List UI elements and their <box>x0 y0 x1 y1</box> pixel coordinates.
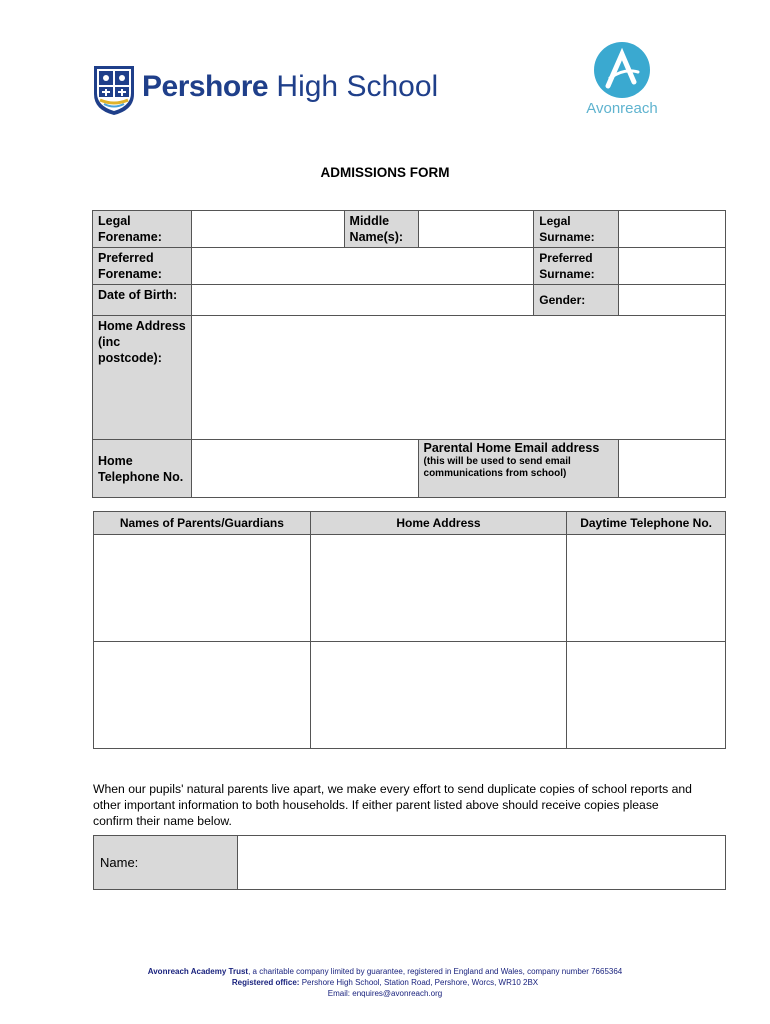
middle-names-field[interactable] <box>418 211 534 248</box>
school-name-bold: Pershore <box>142 70 269 103</box>
parental-email-note: (this will be used to send email communications from school) <box>423 456 571 479</box>
separated-parents-paragraph: When our pupils' natural parents live apart, we make every effort to send duplicate copies of school reports and other important information to both households. If either parent listed above should receive copies please confirm their name below. <box>93 782 692 828</box>
name-label: Name: <box>94 836 238 890</box>
home-telephone-label: Home Telephone No. <box>93 440 192 498</box>
footer-line-2 <box>0 977 770 988</box>
footer-email: Email: enquires@avonreach.org <box>327 989 443 998</box>
parent-1-address-field[interactable] <box>310 535 567 642</box>
preferred-surname-label: Preferred Surname: <box>534 248 619 285</box>
home-address-label: Home Address (inc postcode): <box>93 316 192 440</box>
parent-2-telephone-field[interactable] <box>567 642 726 749</box>
footer-trust-name: Avonreach Academy Trust <box>147 967 249 976</box>
middle-names-label: Middle Name(s): <box>344 211 418 248</box>
parents-header-names: Names of Parents/Guardians <box>94 512 311 535</box>
home-telephone-field[interactable] <box>191 440 418 498</box>
date-of-birth-label: Date of Birth: <box>93 285 192 316</box>
home-address-field[interactable] <box>191 316 725 440</box>
table-row <box>94 535 726 642</box>
gender-field[interactable] <box>619 285 726 316</box>
date-of-birth-field[interactable] <box>191 285 533 316</box>
table-row <box>94 642 726 749</box>
parental-email-main: Parental Home Email address <box>423 441 600 455</box>
legal-forename-field[interactable] <box>191 211 344 248</box>
legal-surname-label: Legal Surname: <box>534 211 619 248</box>
footer-line-1 <box>0 966 770 977</box>
preferred-surname-field[interactable] <box>619 248 726 285</box>
parental-email-field[interactable] <box>619 440 726 498</box>
parent-2-name-field[interactable] <box>94 642 311 749</box>
parent-1-telephone-field[interactable] <box>567 535 726 642</box>
school-crest-icon <box>92 64 136 116</box>
parent-1-name-field[interactable] <box>94 535 311 642</box>
parents-table <box>93 511 726 749</box>
preferred-forename-field[interactable] <box>191 248 533 285</box>
name-confirm-table <box>93 835 726 890</box>
parents-header-telephone: Daytime Telephone No. <box>567 512 726 535</box>
footer-registered-label: Registered office: <box>231 978 300 987</box>
parental-email-label <box>418 440 619 498</box>
pershore-logo <box>92 64 452 116</box>
name-field[interactable] <box>238 836 726 890</box>
student-details-table <box>92 210 726 498</box>
parents-header-address: Home Address <box>310 512 567 535</box>
school-name <box>142 70 438 104</box>
avonreach-logo-text: Avonreach <box>586 100 658 117</box>
footer-company-info: , a charitable company limited by guarantee, registered in England and Wales, company number 7665364 <box>248 967 623 976</box>
avonreach-mark-icon <box>594 42 650 98</box>
footer <box>0 966 770 999</box>
legal-forename-label: Legal Forename: <box>93 211 192 248</box>
legal-surname-field[interactable] <box>619 211 726 248</box>
avonreach-logo <box>572 38 672 122</box>
footer-registered-address: Pershore High School, Station Road, Pershore, Worcs, WR10 2BX <box>301 978 539 987</box>
school-name-light: High School <box>276 70 439 103</box>
form-title: ADMISSIONS FORM <box>320 165 450 180</box>
gender-label: Gender: <box>534 285 619 316</box>
preferred-forename-label: Preferred Forename: <box>93 248 192 285</box>
parent-2-address-field[interactable] <box>310 642 567 749</box>
